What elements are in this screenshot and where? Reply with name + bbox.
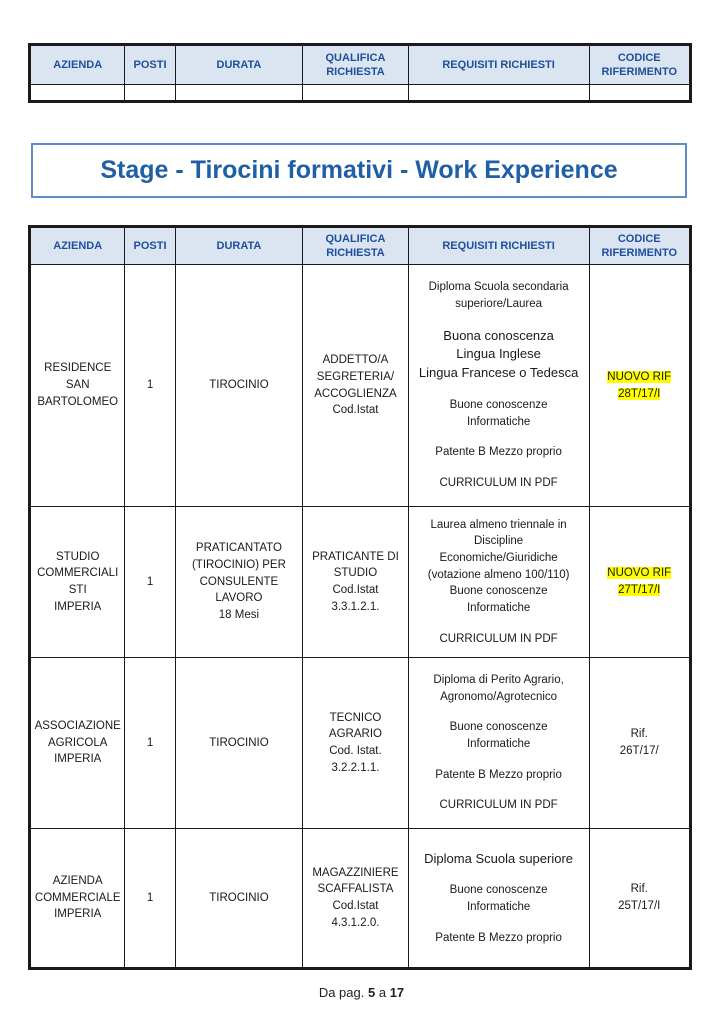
cell-azienda: AZIENDA COMMERCIALE IMPERIA (30, 829, 125, 969)
requirement-line: Diploma Scuola secondaria (428, 281, 569, 294)
requirement-line: Buone conoscenze (449, 585, 548, 598)
cell-durata: TIROCINIO (175, 265, 303, 507)
table-row (30, 658, 691, 829)
requirement-line: Diploma di Perito Agrario, (433, 673, 564, 686)
cell-posti: 1 (125, 829, 175, 969)
requirement-line: Informatiche (466, 901, 531, 914)
col-requisiti: REQUISITI RICHIESTI (408, 227, 589, 265)
requirement-line: CURRICULUM IN PDF (439, 477, 558, 490)
cell-qualifica: MAGAZZINIERE SCAFFALISTA Cod.Istat 4.3.1.2.0. (303, 829, 408, 969)
requirement-line: superiore/Laurea (455, 297, 543, 310)
cell-qualifica: ADDETTO/A SEGRETERIA/ ACCOGLIENZA Cod.Istat (303, 265, 408, 507)
col-posti: POSTI (125, 45, 175, 85)
col-azienda: AZIENDA (30, 45, 125, 85)
header-row (30, 227, 691, 265)
requirement-line: (votazione almeno 100/110) (427, 568, 570, 581)
table-row (30, 507, 691, 658)
reference-code: NUOVO RIF 28T/17/I (607, 370, 672, 400)
cell-azienda: STUDIO COMMERCIALI STI IMPERIA (30, 507, 125, 658)
requirement-line: Patente B Mezzo proprio (435, 931, 562, 944)
requirement-line: Agronomo/Agrotecnico (440, 690, 558, 703)
cell-requisiti (408, 265, 589, 507)
cell-requisiti (408, 658, 589, 829)
cell-durata: TIROCINIO (175, 829, 303, 969)
requirement-line: Informatiche (466, 738, 531, 750)
table-row (30, 829, 691, 969)
cell-azienda: ASSOCIAZIONE AGRICOLA IMPERIA (30, 658, 125, 829)
requirement-line: Laurea almeno triennale in (430, 518, 567, 531)
requirement-line: Economiche/Giuridiche (439, 551, 558, 564)
requirement-line: Patente B Mezzo proprio (435, 446, 562, 459)
header-row (30, 45, 691, 85)
page-footer (0, 985, 723, 1000)
table-row (30, 265, 691, 507)
requirement-line: Discipline (473, 535, 524, 548)
cell-posti: 1 (125, 507, 175, 658)
col-durata: DURATA (175, 45, 303, 85)
col-durata: DURATA (175, 227, 303, 265)
col-requisiti: REQUISITI RICHIESTI (408, 45, 589, 85)
requirement-line: Lingua Inglese (456, 346, 541, 362)
requirement-line: Informatiche (466, 415, 531, 428)
requirement-line: Patente B Mezzo proprio (435, 768, 562, 781)
cell-codice (589, 507, 691, 658)
requirement-line: Buone conoscenze (449, 884, 548, 897)
col-qualifica: QUALIFICA RICHIESTA (303, 45, 408, 85)
cell-durata: TIROCINIO (175, 658, 303, 829)
reference-code: Rif. 26T/17/ (619, 728, 659, 757)
requirement-line: Informatiche (466, 602, 531, 614)
requirement-line: Buone conoscenze (449, 399, 548, 412)
cell-requisiti (408, 507, 589, 658)
requirement-line: Diploma Scuola superiore (424, 850, 574, 866)
cell-codice (589, 829, 691, 969)
col-posti: POSTI (125, 227, 175, 265)
cell-codice (589, 658, 691, 829)
requirement-line: CURRICULUM IN PDF (439, 799, 558, 812)
footer-total-pages: 17 (389, 985, 405, 1000)
empty-row (30, 85, 691, 102)
cell-requisiti (408, 829, 589, 969)
col-qualifica: QUALIFICA RICHIESTA (303, 227, 408, 265)
requirement-line: CURRICULUM IN PDF (439, 632, 558, 645)
cell-azienda: RESIDENCE SAN BARTOLOMEO (30, 265, 125, 507)
col-azienda: AZIENDA (30, 227, 125, 265)
reference-code: Rif. 25T/17/I (618, 883, 661, 912)
requirement-line: Buone conoscenze (449, 721, 548, 734)
cell-durata: PRATICANTATO (TIROCINIO) PER CONSULENTE LAVORO 18 Mesi (175, 507, 303, 658)
reference-code: NUOVO RIF 27T/17/I (607, 567, 672, 596)
section-title: Stage - Tirocini formativi - Work Experience (100, 156, 618, 184)
cell-posti: 1 (125, 658, 175, 829)
col-codice: CODICE RIFERIMENTO (589, 45, 691, 85)
requirement-line: Buona conoscenza (443, 327, 554, 343)
cell-qualifica: PRATICANTE DI STUDIO Cod.Istat 3.3.1.2.1. (303, 507, 408, 658)
cell-posti: 1 (125, 265, 175, 507)
col-codice: CODICE RIFERIMENTO (589, 227, 691, 265)
section-banner (31, 143, 687, 198)
cell-qualifica: TECNICO AGRARIO Cod. Istat. 3.2.2.1.1. (303, 658, 408, 829)
stage-listing-table (28, 225, 692, 970)
footer-prefix: Da pag. (318, 985, 365, 1000)
cell-codice (589, 265, 691, 507)
empty-listing-table (28, 43, 692, 103)
footer-current-page: 5 (367, 985, 376, 1000)
footer-sep: a (378, 985, 387, 1000)
requirement-line: Lingua Francese o Tedesca (418, 365, 579, 381)
